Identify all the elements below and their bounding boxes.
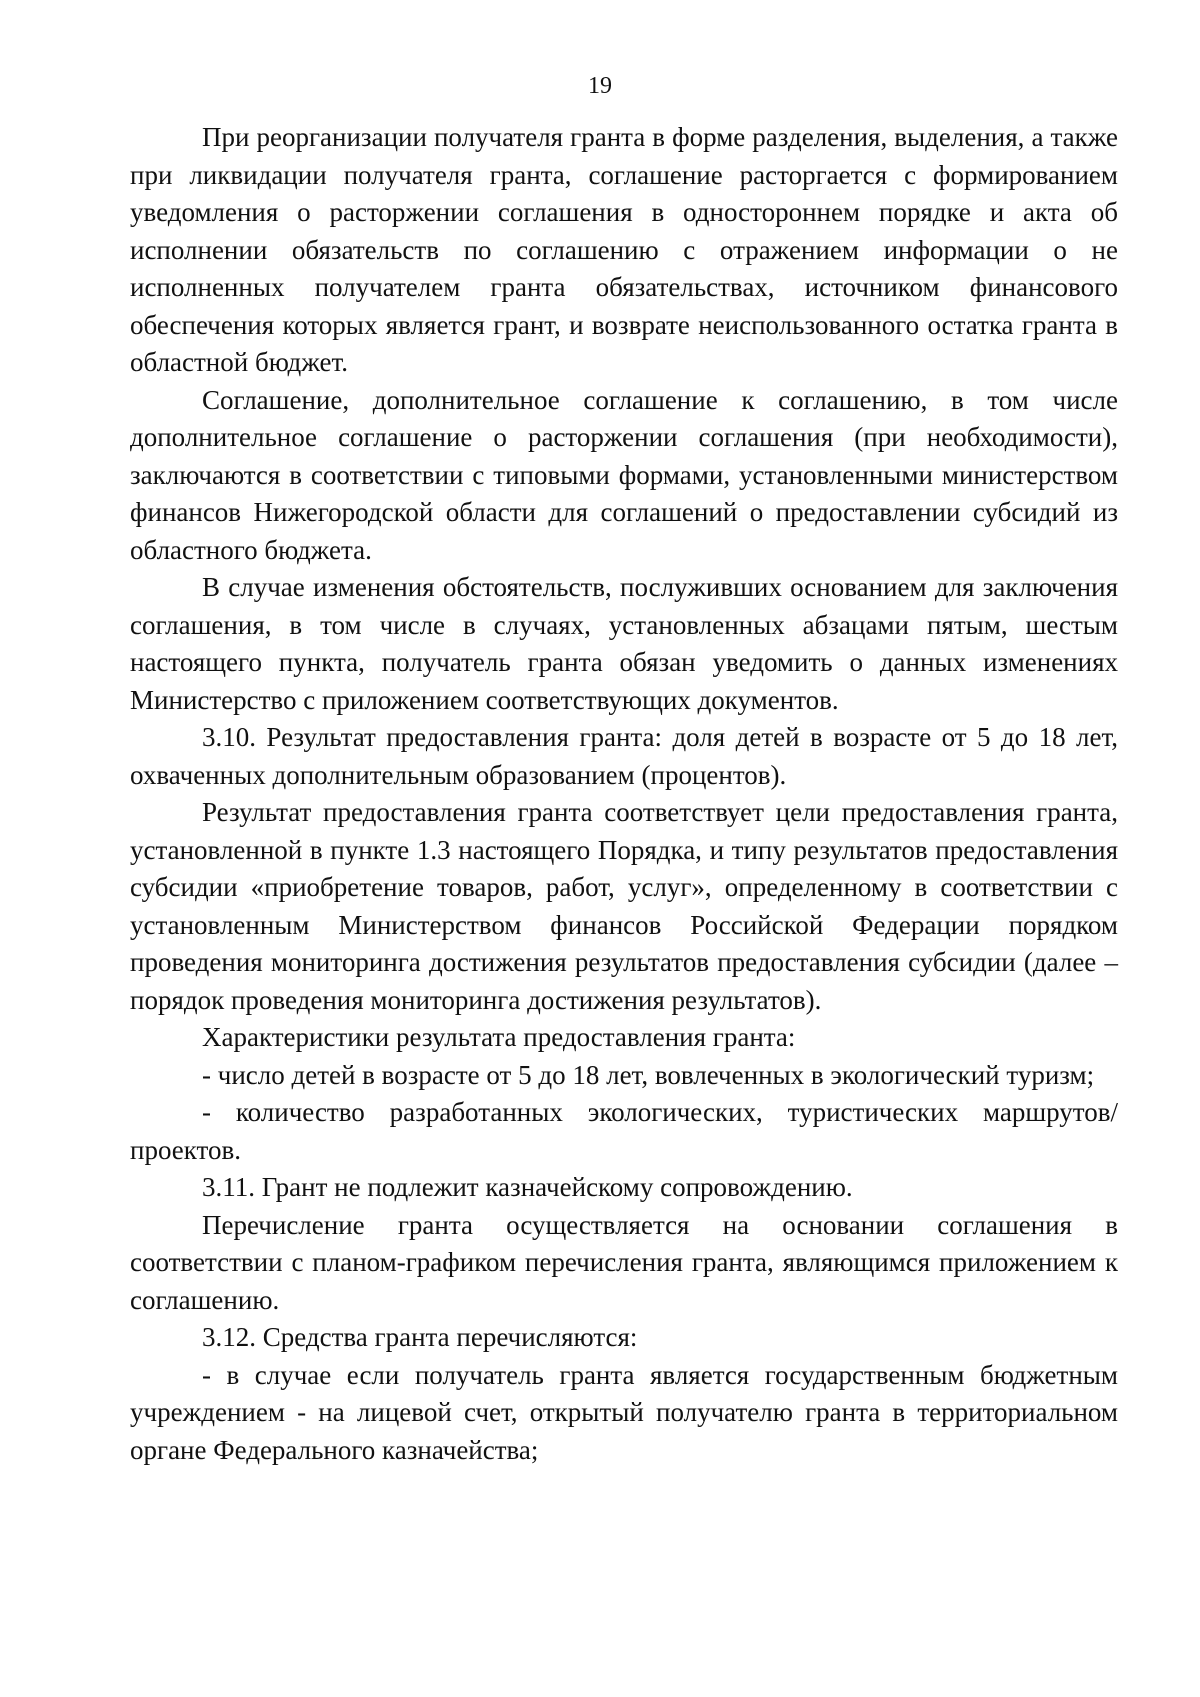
paragraph: Соглашение, дополнительное соглашение к соглашению, в том числе дополнительное соглашение о расторжении соглашения (при необходимости), заключаются в соответствии с типовыми формами, установленными министерством финансов Нижегородской области для соглашений о предоставлении субсидий из областного бюджета. — [130, 384, 1118, 565]
paragraph: Характеристики результата предоставления гранта: — [202, 1022, 796, 1052]
paragraph: При реорганизации получателя гранта в форме разделения, выделения, а также при ликвидации получателя гранта, соглашение расторгается с формированием уведомления о расторжении соглашения в одностороннем порядке и акта об исполнении обязательств по соглашению с отражением информации о не исполненных получателем гранта обязательствах, источником финансового обеспечения которых является грант, и возврате неиспользованного остатка гранта в областной бюджет. — [130, 122, 1118, 377]
list-item: - в случае если получатель гранта является государственным бюджетным учреждением - на лицевой счет, открытый получателю гранта в территориальном органе Федерального казначейства; — [130, 1359, 1118, 1465]
list-item: - количество разработанных экологических, туристических маршрутов/проектов. — [130, 1097, 1118, 1165]
paragraph: В случае изменения обстоятельств, послуживших основанием для заключения соглашения, в том числе в случаях, установленных абзацами пятым, шестым настоящего пункта, получатель гранта обязан уведомить о данных изменениях Министерство с приложением соответствующих документов. — [130, 572, 1118, 715]
page-number: 19 — [588, 73, 612, 99]
paragraph: Результат предоставления гранта соответствует цели предоставления гранта, установленной в пункте 1.3 настоящего Порядка, и типу результатов предоставления субсидии «приобретение товаров, работ, услуг», определенному в соответствии с установленным Министерством финансов Российской Федерации порядком проведения мониторинга достижения результатов предоставления субсидии (далее – порядок проведения мониторинга достижения результатов). — [130, 797, 1118, 1015]
document-body — [130, 119, 1118, 1469]
paragraph: 3.12. Средства гранта перечисляются: — [202, 1322, 638, 1352]
paragraph: Перечисление гранта осуществляется на основании соглашения в соответствии с планом-графиком перечисления гранта, являющимся приложением к соглашению. — [130, 1209, 1118, 1315]
paragraph: 3.10. Результат предоставления гранта: доля детей в возрасте от 5 до 18 лет, охваченных дополнительным образованием (процентов). — [130, 722, 1118, 790]
paragraph: 3.11. Грант не подлежит казначейскому сопровождению. — [202, 1172, 853, 1202]
list-item: - число детей в возрасте от 5 до 18 лет, вовлеченных в экологический туризм; — [202, 1059, 1095, 1090]
